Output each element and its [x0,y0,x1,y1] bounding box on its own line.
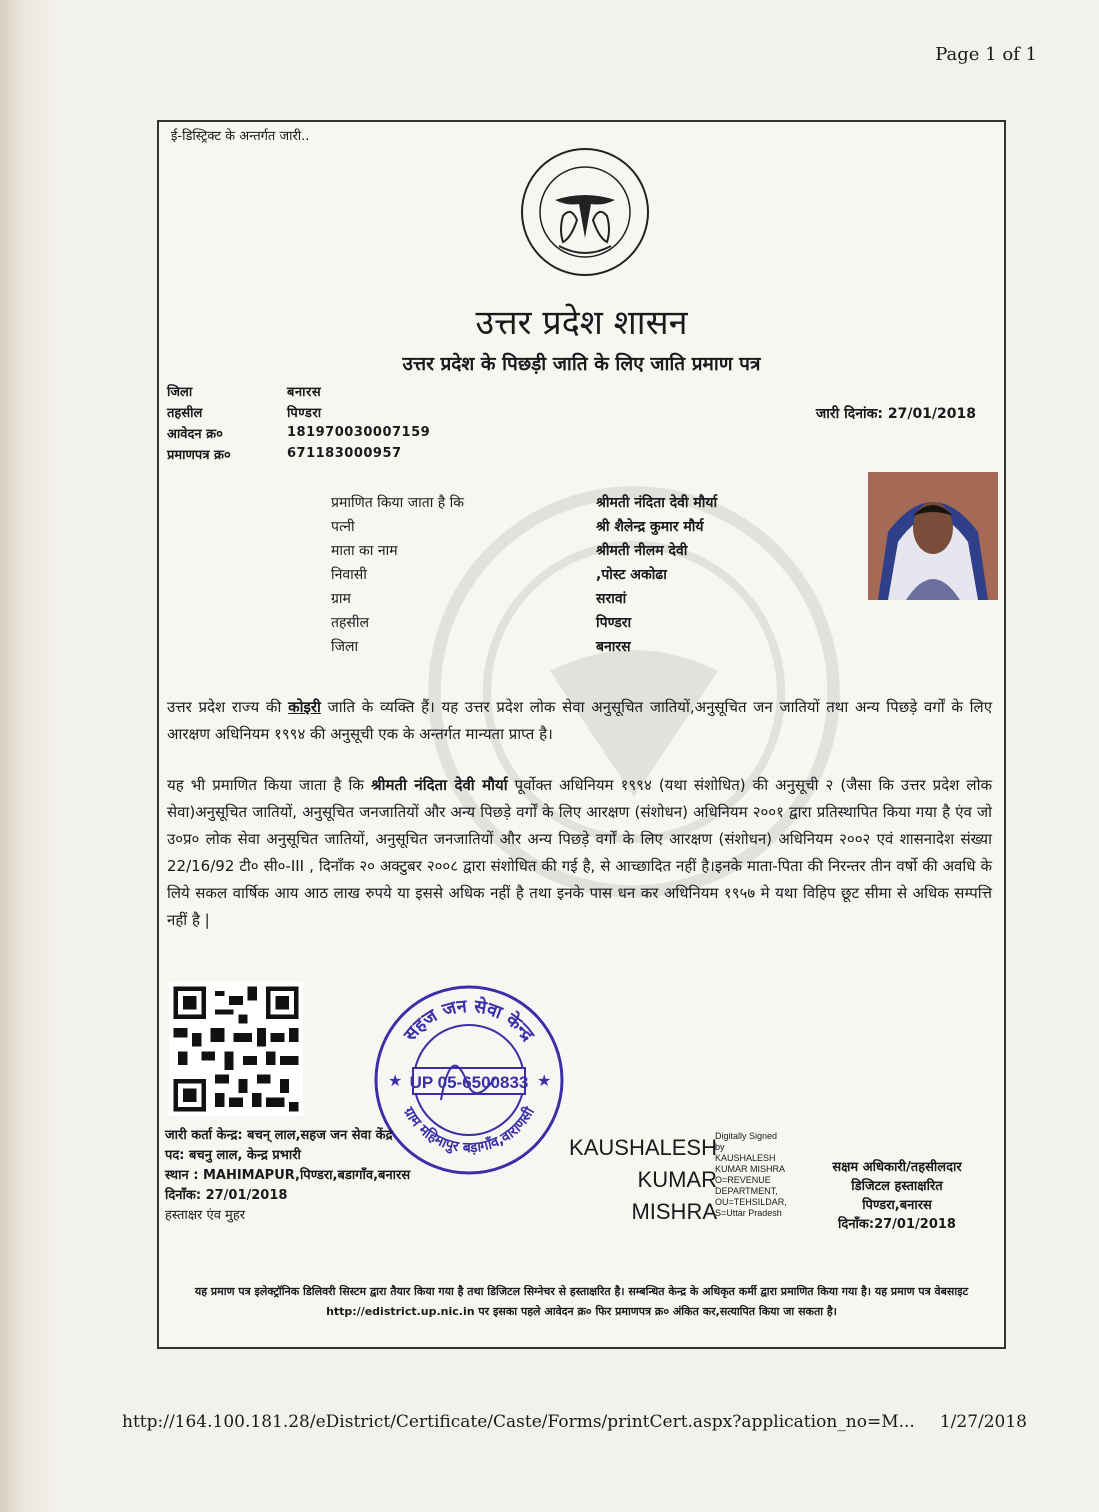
applicant-name: श्रीमती नंदिता देवी मौर्या [596,494,718,511]
certificate-no-value: 671183000957 [287,446,402,461]
up-government-emblem [519,146,651,278]
issuer-date: 27/01/2018 [205,1188,288,1203]
detail-row [331,514,717,538]
svg-text:ग्राम महिमापुर बड़ागाँव,वाराणस [400,1103,539,1156]
authority-place: पिण्डरा,बनारस [862,1198,932,1213]
paragraph-text: यह भी प्रमाणित किया जाता है कि [167,776,371,794]
certificate-frame [157,120,1006,1349]
detail-row [331,586,717,610]
issuer-sign-label: हस्ताक्षर एंव मुहर [165,1208,246,1223]
certificate-meta [167,380,507,464]
district-label: जिला [167,384,193,400]
meta-tehsil-row [167,401,507,422]
village-value: सरावां [596,590,627,607]
certificate-no-label: प्रमाणपत्र क्र० [167,447,231,463]
meta-certificate-row [167,443,507,464]
detail-tehsil-label: तहसील [331,614,369,631]
applicant-photo [868,472,998,600]
village-label: ग्राम [331,590,351,607]
print-url: http://164.100.181.28/eDistrict/Certificate/Caste/Forms/printCert.aspx?application_no=M... [122,1412,915,1432]
page-number: Page 1 of 1 [935,44,1037,65]
authority-date: 27/01/2018 [874,1217,956,1232]
detail-tehsil-value: पिण्डरा [596,614,632,631]
resident-label: निवासी [331,566,367,583]
detail-row [331,562,717,586]
signer-line: KAUSHALESH [569,1135,717,1160]
certificate-title: उत्तर प्रदेश के पिछड़ी जाति के लिए जाति प्रमाण पत्र [402,353,761,375]
sig-line: by [715,1142,725,1152]
caste-name: कोइरी [288,698,321,716]
svg-text:★: ★ [388,1071,403,1090]
applicant-name-inline: श्रीमती नंदिता देवी मौर्या [370,776,508,794]
issued-under-text: ई-डिस्ट्रिक्ट के अन्तर्गत जारी.. [171,129,310,144]
tehsil-value: पिण्डरा [287,405,322,421]
detail-row [331,634,717,658]
issue-date-value: 27/01/2018 [887,406,976,422]
issuer-place: MAHIMAPUR,पिण्डरा,बडागाँव,बनारस [202,1168,411,1183]
mother-label: माता का नाम [331,542,398,559]
issue-date-label: जारी दिनांक: [815,406,883,422]
website-link: http://edistrict.up.nic.in [326,1305,475,1318]
detail-row [331,610,717,634]
qr-code [169,982,303,1116]
wife-label: पत्नी [331,518,355,535]
paragraph-text: उत्तर प्रदेश राज्य की [167,698,289,716]
sig-line: Digitally Signed [715,1131,778,1141]
svg-text:★: ★ [537,1071,552,1090]
resident-value: ,पोस्ट अकोढा [596,566,667,583]
detail-district-label: जिला [331,638,359,655]
mother-name: श्रीमती नीलम देवी [596,542,688,559]
sig-line: DEPARTMENT, [715,1186,778,1196]
certification-paragraph [167,772,992,934]
caste-paragraph [167,694,992,748]
paragraph-text: जाति के व्यक्ति हैं। यह उत्तर प्रदेश लोक सेवा अनुसूचित जातियों,अनुसूचित जन जातियों तथा अन्य पिछड़े वर्गों के लिए आरक्षण अधिनियम १९९४ की अनुसूची एक के अन्तर्गत मान्यता प्राप्त है। [167,698,992,743]
competent-authority [797,1158,997,1234]
sig-line: OU=TEHSILDAR, [715,1197,787,1207]
meta-district-row [167,380,507,401]
footer-text: यह प्रमाण पत्र इलेक्ट्रॉनिक डिलिवरी सिस्टम द्वारा तैयार किया गया है तथा डिजिटल सिग्नेचर से हस्ताक्षरित है। सम्बन्धित केन्द्र के अधिकृत कर्मी द्वारा प्रमाणित किया गया है। यह प्रमाण पत्र वेबसाइट [194,1285,969,1298]
application-no-value: 181970030007159 [287,425,431,440]
detail-row [331,538,717,562]
sig-line: KUMAR MISHRA [715,1164,786,1174]
detail-district-value: बनारस [596,638,631,655]
stamp-bottom-text: ग्राम महिमापुर बड़ागाँव,वाराणसी [400,1104,538,1157]
stamp-top-text: सहज जन सेवा केन्द्र [399,995,539,1046]
district-value: बनारस [287,384,322,400]
applicant-details [331,490,717,658]
sig-line: KAUSHALESH [715,1153,776,1163]
husband-name: श्री शैलेन्द्र कुमार मौर्य [596,518,704,535]
government-title: उत्तर प्रदेश शासन [475,303,688,343]
print-date: 1/27/2018 [939,1412,1027,1432]
signer-name [537,1132,717,1228]
issuer-center: बचन् लाल,सहज जन सेवा केंद्र [247,1128,393,1143]
issuer-center-label: जारी कर्ता केन्द्र: [165,1128,243,1143]
signer-line: MISHRA [631,1199,717,1224]
application-no-label: आवेदन क्र० [167,426,223,442]
footer-note [169,1282,994,1322]
authority-digital: डिजिटल हस्ताक्षरित [851,1179,943,1194]
authority-date-label: दिनाँक: [838,1217,875,1232]
meta-application-row [167,422,507,443]
stamp-code: UP 05-6500833 [409,1073,529,1092]
issuer-block [165,1126,410,1226]
issuer-date-label: दिनाँक: [165,1188,202,1203]
issuer-place-label: स्थान : [165,1168,199,1183]
footer-text: पर इसका पहले आवेदन क्र० फिर प्रमाणपत्र क्र० अंकित कर,सत्यापित किया जा सकता है। [474,1305,837,1318]
paper-edge [0,0,60,1512]
issuer-post: बचनु लाल, केन्द्र प्रभारी [189,1148,301,1163]
paragraph-text: पूर्वोक्त अधिनियम १९९४ (यथा संशोधित) की अनुसूची २ (जैसा कि उत्तर प्रदेश लोक सेवा)अनुसूचित जातियों, अनुसूचित जनजातियों और अन्य पिछड़े वर्गों के लिए आरक्षण (संशोधन) अधिनियम २००१ द्वारा प्रतिस्थापित किया गया है एंव जो उ०प्र० लोक सेवा अनुसूचित जातियों, अनुसूचित जनजातियों और अन्य पिछड़े वर्गों के लिए आरक्षण (संशोधन) अधिनियम २००२ एवं शासनादेश संख्या 22/16/92 टी० सी०-III , दिनाँक २० अक्टुबर २००८ द्वारा संशोधित की गई है, से आच्छादित नहीं है।इनके माता-पिता की निरन्तर तीन वर्षो की अवधि के लिये सकल वार्षिक आय आठ लाख रुपये या इससे अधिक नहीं है तथा इनके पास धन कर अधिनियम १९५७ मे यथा विहिप छूट सीमा से अधिक सम्पत्ति नहीं है | [167,776,992,929]
certified-label: प्रमाणित किया जाता है कि [331,494,465,511]
signer-line: KUMAR [637,1167,717,1192]
issue-date [816,404,976,423]
issuer-post-label: पद: [165,1148,185,1163]
authority-title: सक्षम अधिकारी/तहसीलदार [832,1160,962,1175]
tehsil-label: तहसील [167,405,203,421]
detail-row [331,490,717,514]
sig-line: O=REVENUE [715,1175,771,1185]
sig-line: S=Uttar Pradesh [715,1208,782,1218]
